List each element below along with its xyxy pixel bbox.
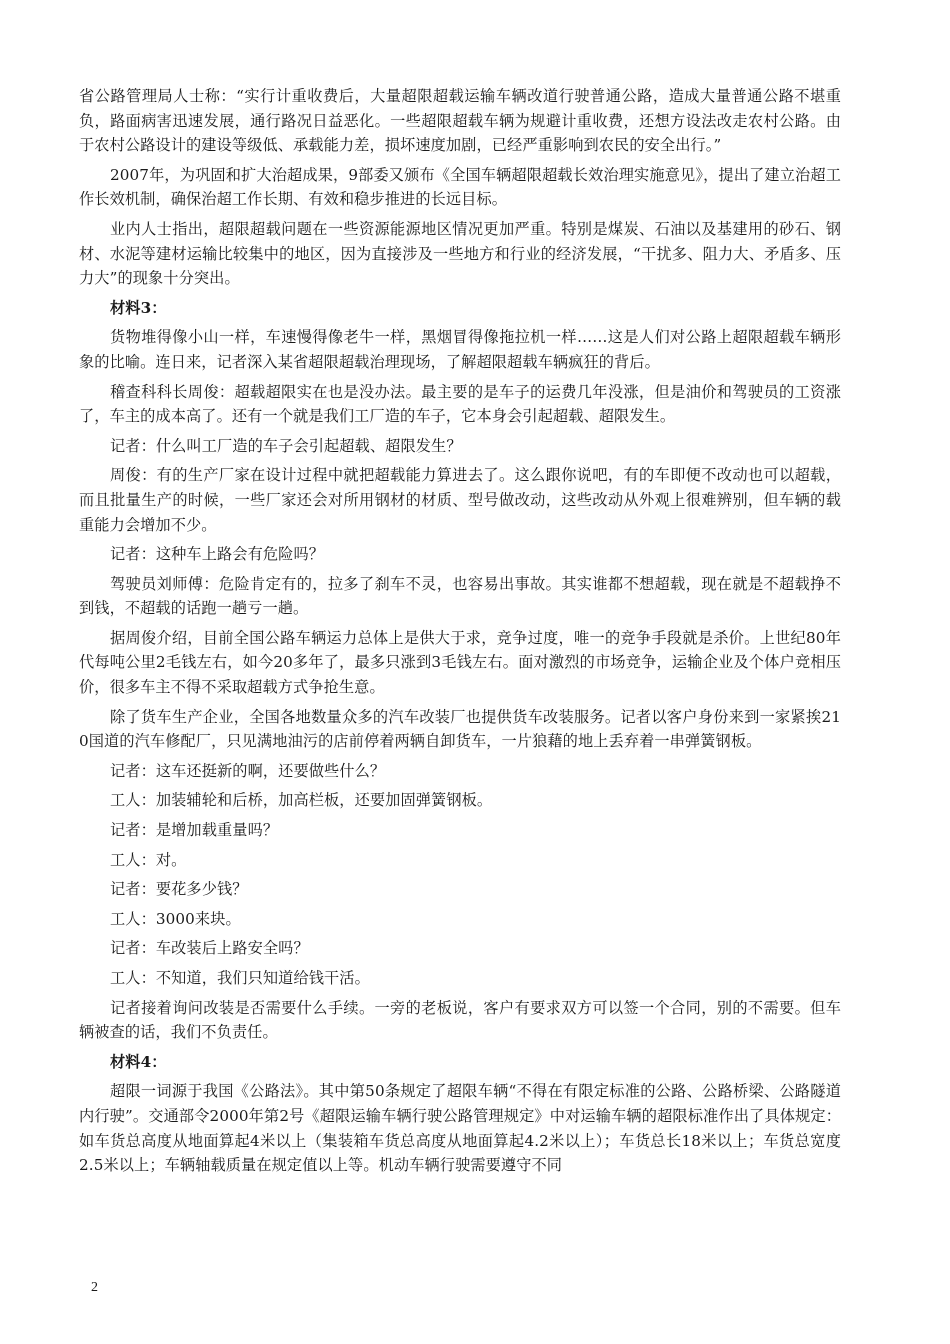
document-body <box>79 84 841 1183</box>
section-heading-material-4: 材料4： <box>110 1052 167 1071</box>
paragraph-7: 记者：什么叫工厂造的车子会引起超载、超限发生？ <box>110 436 462 455</box>
paragraph-1: 省公路管理局人士称：“实行计重收费后，大量超限超载运输车辆改道行驶普通公路，造成大量普通公路不堪重负，路面病害迅速发展，通行路况日益恶化。一些超限超载车辆为规避计重收费，还想方设法改走农村公路。由于农村公路设计的建设等级低、承载能力差，损坏速度加剧，已经严重影响到农民的安全出行。” <box>79 87 841 155</box>
paragraph-16: 工人：对。 <box>110 850 187 869</box>
paragraph-23: 超限一词源于我国《公路法》。其中第50条规定了超限车辆“不得在有限定标准的公路、公路桥梁、公路隧道内行驶”。交通部令2000年第2号《超限运输车辆行驶公路管理规定》中对运输车辆的超限标准作出了具体规定：如车货总高度从地面算起4米以上（集装箱车货总高度从地面算起4.2米以上）；车货总长18米以上；车货总宽度2.5米以上；车辆轴载质量在规定值以上等。机动车辆行驶需要遵守不同 <box>79 1082 841 1175</box>
paragraph-6: 稽查科科长周俊：超载超限实在也是没办法。最主要的是车子的运费几年没涨，但是油价和驾驶员的工资涨了，车主的成本高了。还有一个就是我们工厂造的车子，它本身会引起超载、超限发生。 <box>79 382 841 426</box>
page-number: 2 <box>91 1280 98 1295</box>
paragraph-17: 记者：要花多少钱？ <box>110 880 248 899</box>
paragraph-10: 驾驶员刘师傅：危险肯定有的，拉多了刹车不灵，也容易出事故。其实谁都不想超载，现在就是不超载挣不到钱，不超载的话跑一趟亏一趟。 <box>79 574 841 618</box>
paragraph-5: 货物堆得像小山一样，车速慢得像老牛一样，黑烟冒得像拖拉机一样……这是人们对公路上超限超载车辆形象的比喻。连日来，记者深入某省超限超载治理现场，了解超限超载车辆疯狂的背后。 <box>79 328 841 371</box>
paragraph-9: 记者：这种车上路会有危险吗？ <box>110 545 325 564</box>
paragraph-12: 除了货车生产企业，全国各地数量众多的汽车改装厂也提供货车改装服务。记者以客户身份来到一家紧挨210国道的汽车修配厂，只见满地油污的店前停着两辆自卸货车，一片狼藉的地上丢弃着一串弹簧钢板。 <box>79 707 841 751</box>
paragraph-14: 工人：加装辅轮和后桥，加高栏板，还要加固弹簧钢板。 <box>110 791 493 810</box>
paragraph-20: 工人：不知道，我们只知道给钱干活。 <box>110 969 370 987</box>
section-heading-material-3: 材料3： <box>110 298 167 317</box>
paragraph-15: 记者：是增加载重量吗？ <box>110 821 279 840</box>
paragraph-8: 周俊：有的生产厂家在设计过程中就把超载能力算进去了。这么跟你说吧，有的车即便不改动也可以超载，而且批量生产的时候，一些厂家还会对所用钢材的材质、型号做改动，这些改动从外观上很难辨别，但车辆的载重能力会增加不少。 <box>79 466 841 534</box>
paragraph-19: 记者：车改装后上路安全吗？ <box>110 939 309 958</box>
paragraph-18: 工人：3000来块。 <box>110 909 241 928</box>
paragraph-3: 业内人士指出，超限超载问题在一些资源能源地区情况更加严重。特别是煤炭、石油以及基建用的砂石、钢材、水泥等建材运输比较集中的地区，因为直接涉及一些地方和行业的经济发展，“干扰多、阻力大、矛盾多、压力大”的现象十分突出。 <box>79 219 841 288</box>
paragraph-21: 记者接着询问改装是否需要什么手续。一旁的老板说，客户有要求双方可以签一个合同，别的不需要。但车辆被查的话，我们不负责任。 <box>79 998 841 1042</box>
paragraph-2: 2007年，为巩固和扩大治超成果，9部委又颁布《全国车辆超限超载长效治理实施意见》，提出了建立治超工作长效机制，确保治超工作长期、有效和稳步推进的长远目标。 <box>79 165 841 209</box>
paragraph-13: 记者：这车还挺新的啊，还要做些什么？ <box>110 761 386 780</box>
paragraph-11: 据周俊介绍，目前全国公路车辆运力总体上是供大于求，竞争过度，唯一的竞争手段就是杀价。上世纪80年代每吨公里2毛钱左右，如今20多年了，最多只涨到3毛钱左右。面对激烈的市场竞争，运输企业及个体户竞相压价，很多车主不得不采取超载方式争抢生意。 <box>79 628 842 697</box>
